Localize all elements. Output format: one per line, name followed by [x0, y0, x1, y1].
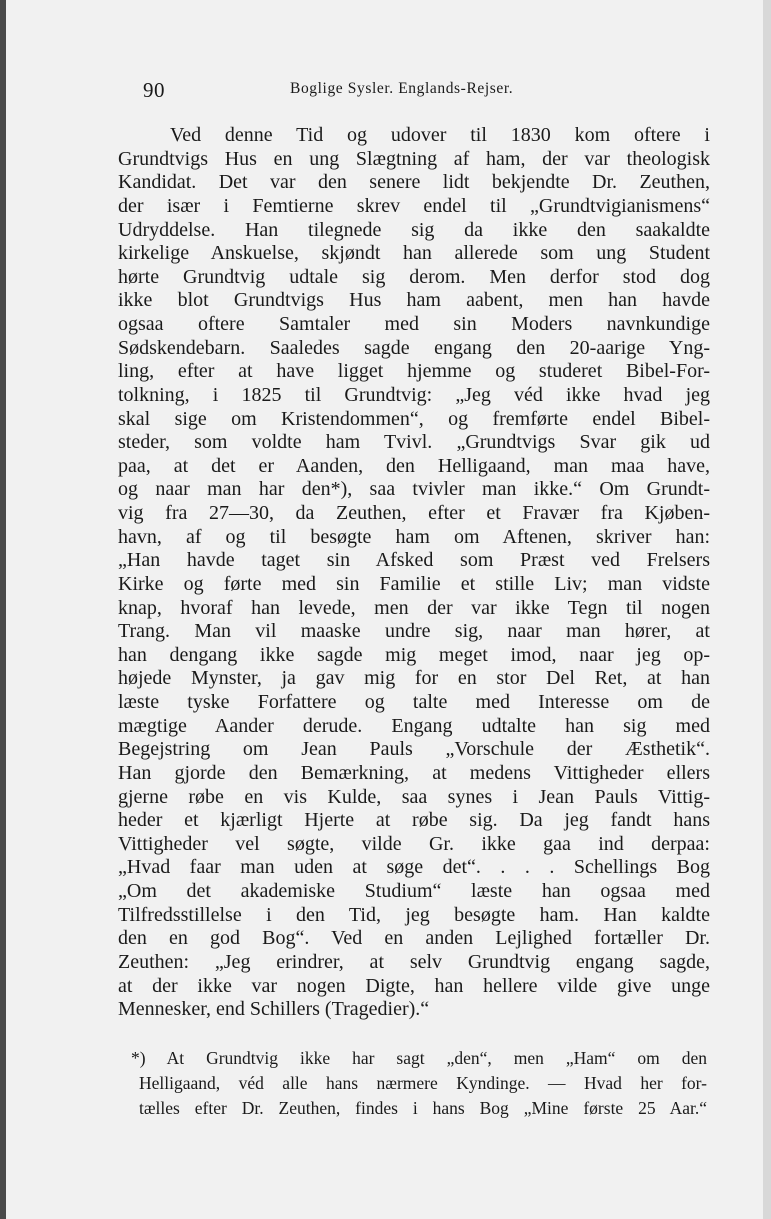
text-line: ling, efter at have ligget hjemme og studeret Bibel-For-	[118, 360, 710, 383]
text-line: kirkelige Anskuelse, skjøndt han allerede som ung Student	[118, 242, 710, 265]
text-line: Kandidat. Det var den senere lidt bekjendte Dr. Zeuthen,	[118, 171, 710, 194]
footnote-line: Helligaand, véd alle hans nærmere Kyndinge. — Hvad her for-	[139, 1073, 707, 1093]
text-line: Vittigheder vel søgte, vilde Gr. ikke gaa ind derpaa:	[118, 832, 710, 855]
text-line: knap, hvoraf han levede, men der var ikke Tegn til nogen	[118, 596, 710, 619]
text-line: steder, som voldte ham Tvivl. „Grundtvigs Svar gik ud	[118, 431, 710, 454]
text-line: der især i Femtierne skrev endel til „Grundtvigianismens“	[118, 194, 710, 217]
text-line: og naar man har den*), saa tvivler man ikke.“ Om Grundt-	[118, 478, 710, 501]
text-line: Kirke og førte med sin Familie et stille Liv; man vidste	[118, 572, 710, 595]
text-line: Han gjorde den Bemærkning, at medens Vittigheder ellers	[118, 761, 710, 784]
text-line: „Han havde taget sin Afsked som Præst ved Frelsers	[118, 549, 710, 572]
text-line: at der ikke var nogen Digte, han hellere vilde give unge	[118, 974, 710, 997]
text-line: Trang. Man vil maaske undre sig, naar man hører, at	[118, 620, 710, 643]
text-line: han dengang ikke sagde mig meget imod, naar jeg op-	[118, 643, 710, 666]
text-line: skal sige om Kristendommen“, og fremførte endel Bibel-	[118, 407, 710, 430]
text-line: Mennesker, end Schillers (Tragedier).“	[118, 998, 430, 1021]
body-text	[118, 124, 710, 1022]
text-line: ikke blot Grundtvigs Hus ham aabent, men han havde	[118, 289, 710, 312]
text-line: Ved denne Tid og udover til 1830 kom oftere i	[170, 124, 710, 146]
text-line: Tilfredsstillelse i den Tid, jeg besøgte ham. Han kaldte	[118, 903, 710, 926]
text-line: den en god Bog“. Ved en anden Lejlighed fortæller Dr.	[118, 927, 710, 950]
text-line: Zeuthen: „Jeg erindrer, at selv Grundtvig engang sagde,	[118, 950, 710, 973]
text-line: heder et kjærligt Hjerte at røbe sig. Da jeg fandt hans	[118, 809, 710, 832]
text-line: højede Mynster, ja gav mig for en stor Del Ret, at han	[118, 667, 710, 690]
text-line: Begejstring om Jean Pauls „Vorschule der Æsthetik“.	[118, 738, 710, 761]
page-edge-right	[763, 0, 771, 1219]
text-line: „Om det akademiske Studium“ læste han ogsaa med	[118, 880, 710, 902]
text-line: mægtige Aander derude. Engang udtalte han sig med	[118, 714, 710, 737]
text-line: Sødskendebarn. Saaledes sagde engang den 20-aarige Yng-	[118, 336, 710, 359]
text-line: tolkning, i 1825 til Grundtvig: „Jeg véd ikke hvad jeg	[118, 383, 710, 406]
running-title: Boglige Sysler. Englands-Rejser.	[290, 80, 514, 97]
page-number: 90	[143, 78, 165, 102]
text-line: læste tyske Forfattere og talte med Interesse om de	[118, 691, 710, 713]
text-line: paa, at det er Aanden, den Helligaand, man maa have,	[118, 454, 710, 477]
page-header	[143, 76, 663, 106]
footnote-block	[131, 1046, 707, 1121]
text-line: hørte Grundtvig udtale sig derom. Men derfor stod dog	[118, 265, 710, 288]
text-line: Grundtvigs Hus en ung Slægtning af ham, der var theologisk	[118, 147, 710, 170]
footnote-line: tælles efter Dr. Zeuthen, findes i hans Bog „Mine første 25 Aar.“	[139, 1098, 707, 1118]
text-line: Udryddelse. Han tilegnede sig da ikke den saakaldte	[118, 218, 710, 241]
text-line: ogsaa oftere Samtaler med sin Moders navnkundige	[118, 313, 710, 335]
text-line: havn, af og til besøgte ham om Aftenen, skriver han:	[118, 525, 710, 548]
text-line: gjerne røbe en vis Kulde, saa synes i Jean Pauls Vittig-	[118, 785, 710, 808]
text-line: „Hvad faar man uden at søge det“. . . . Schellings Bog	[118, 856, 710, 879]
footnote-line: *) At Grundtvig ikke har sagt „den“, men „Ham“ om den	[131, 1048, 707, 1068]
text-line: vig fra 27—30, da Zeuthen, efter et Fravær fra Kjøben-	[118, 502, 710, 524]
